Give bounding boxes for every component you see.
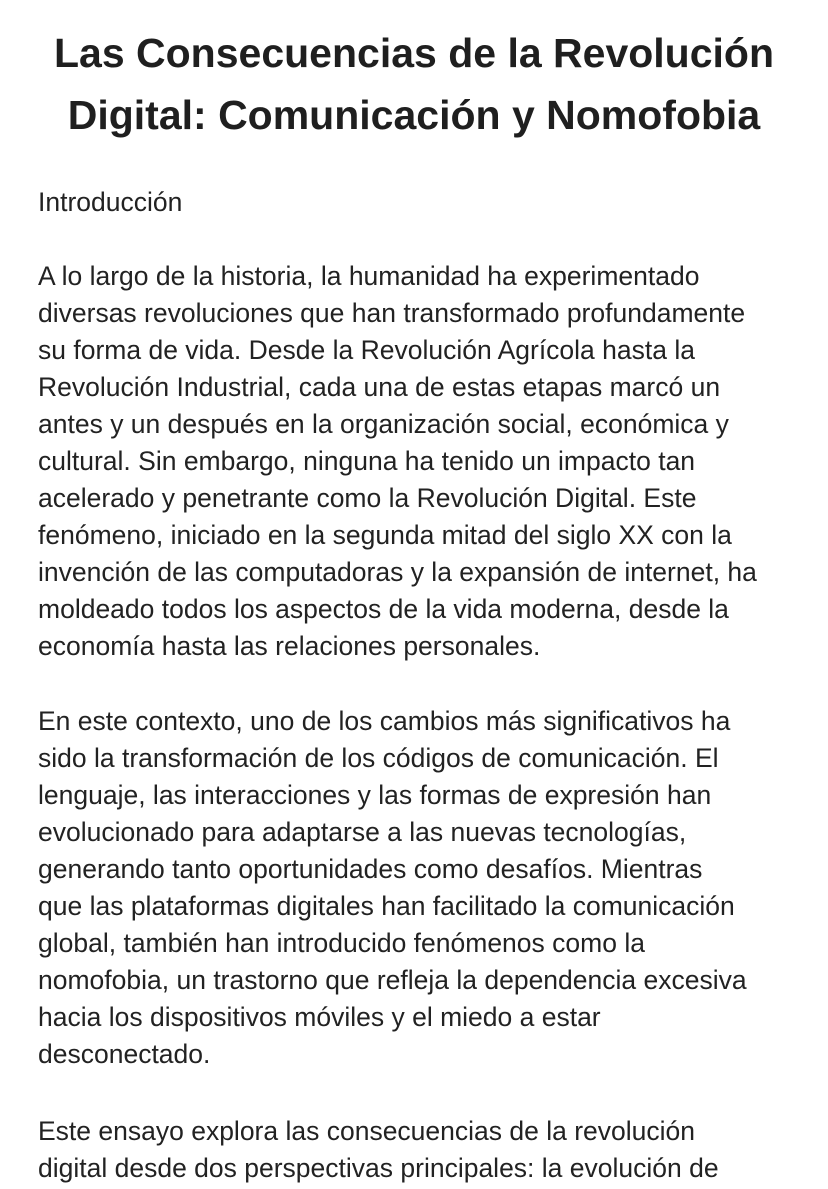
document-title-line-1: Las Consecuencias de la Revolución [53,30,775,76]
paragraph-line: nomofobia, un trastorno que refleja la dependencia excesiva [38,965,747,995]
paragraph-line: Este ensayo explora las consecuencias de la revolución [38,1116,696,1146]
paragraph-line: antes y un después en la organización social, económica y [38,409,729,439]
section-heading: Introducción [38,187,183,217]
paragraph-line: digital desde dos perspectivas principales: la evolución de [38,1153,719,1183]
paragraph-line: acelerado y penetrante como la Revolución Digital. Este [38,483,697,513]
paragraph-line: economía hasta las relaciones personales. [38,631,541,661]
paragraph-line: Revolución Industrial, cada una de estas etapas marcó un [38,372,721,402]
paragraph-line: generando tanto oportunidades como desafíos. Mientras [38,854,703,884]
paragraph-line: desconectado. [38,1039,211,1069]
paragraph-line: global, también han introducido fenómenos como la [38,928,645,958]
paragraph-line: sido la transformación de los códigos de comunicación. El [38,743,719,773]
paragraph-line: invención de las computadoras y la expansión de internet, ha [38,557,757,587]
paragraph-line: cultural. Sin embargo, ninguna ha tenido un impacto tan [38,446,696,476]
paragraph-line: hacia los dispositivos móviles y el miedo a estar [38,1002,601,1032]
paragraph-line: lenguaje, las interacciones y las formas de expresión han [38,780,712,810]
paragraph-line: moldeado todos los aspectos de la vida moderna, desde la [38,594,729,624]
paragraph-line: evolucionado para adaptarse a las nuevas tecnologías, [38,817,687,847]
paragraph-line: diversas revoluciones que han transformado profundamente [38,298,746,328]
document-title-line-2: Digital: Comunicación y Nomofobia [67,92,761,138]
paragraph-line: fenómeno, iniciado en la segunda mitad del siglo XX con la [38,520,732,550]
paragraph-line: En este contexto, uno de los cambios más significativos ha [38,706,731,736]
paragraph-line: A lo largo de la historia, la humanidad ha experimentado [38,261,700,291]
paragraph-line: que las plataformas digitales han facilitado la comunicación [38,891,735,921]
paragraph-line: su forma de vida. Desde la Revolución Agrícola hasta la [38,335,695,365]
